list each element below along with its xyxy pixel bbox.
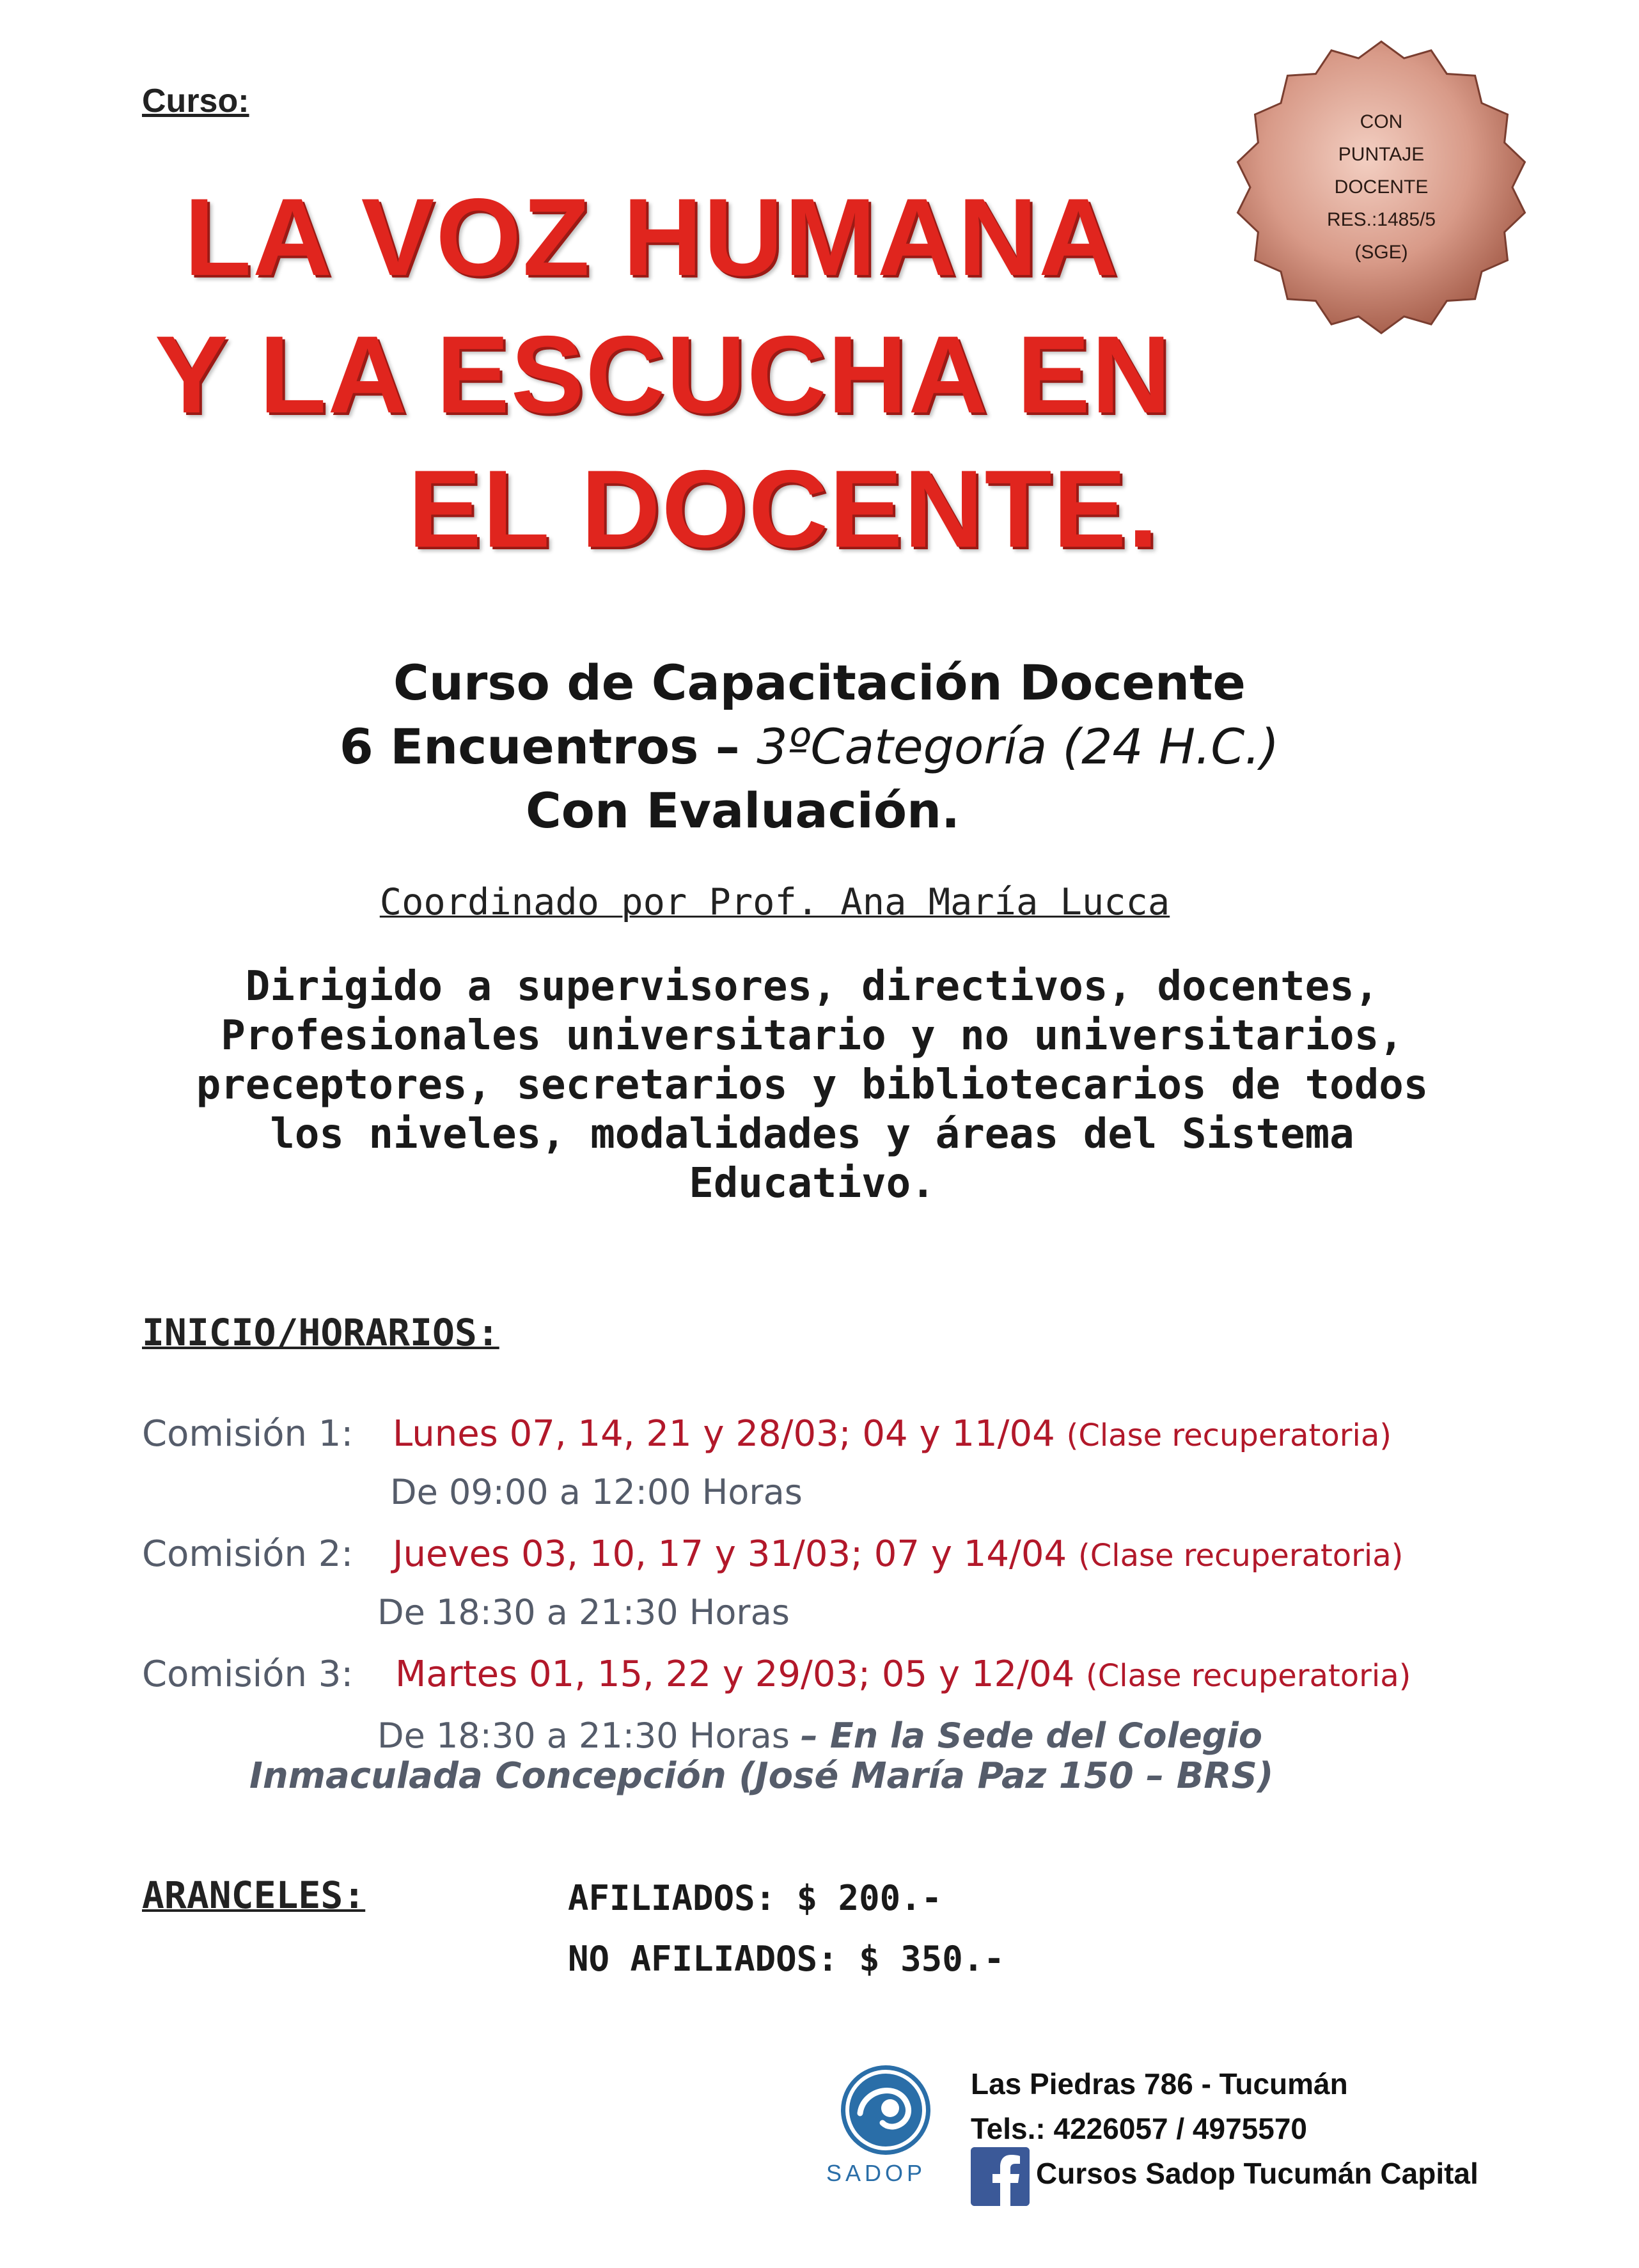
- contact-address: Las Piedras 786 - Tucumán: [971, 2067, 1348, 2100]
- audience-line: preceptores, secretarios y bibliotecarios de todos: [196, 1061, 1429, 1109]
- audience-paragraph: [115, 962, 1509, 1208]
- sadop-wordmark: SADOP: [826, 2160, 927, 2186]
- audience-line: los niveles, modalidades y áreas del Sistema: [270, 1111, 1354, 1158]
- comision-2-time: De 18:30 a 21:30 Horas: [377, 1592, 790, 1632]
- comision-3-hours: De 18:30 a 21:30 Horas: [377, 1716, 790, 1756]
- course-title-line-1: LA VOZ HUMANA: [184, 176, 1120, 299]
- subtitle-line-2: [0, 715, 1629, 779]
- subtitle-encuentros: 6 Encuentros –: [339, 718, 757, 775]
- course-title-line-2: Y LA ESCUCHA EN: [155, 313, 1172, 436]
- comision-3-label: Comisión 3:: [142, 1654, 354, 1695]
- subtitle-line-3: Con Evaluación.: [525, 782, 961, 839]
- comision-2-dates: [393, 1533, 1403, 1575]
- contact-phones: Tels.: 4226057 / 4975570: [971, 2112, 1308, 2145]
- seal-line: PUNTAJE: [1338, 144, 1425, 165]
- course-label: Curso:: [142, 82, 249, 120]
- comision-3-dates: [395, 1654, 1411, 1695]
- fee-afiliados: AFILIADOS: $ 200.-: [568, 1878, 943, 1918]
- comision-3-time: [377, 1716, 1262, 1756]
- fee-no-afiliados: NO AFILIADOS: $ 350.-: [568, 1939, 1005, 1979]
- audience-line: Dirigido a supervisores, directivos, docentes,: [245, 963, 1379, 1010]
- subtitle-categoria: 3ºCategoría (24 H.C.): [757, 718, 1280, 775]
- seal-line: (SGE): [1354, 242, 1408, 263]
- comision-3-sede: Inmaculada Concepción (José María Paz 150 – BRS): [249, 1755, 1274, 1797]
- audience-line: Educativo.: [689, 1160, 936, 1207]
- comision-1-label: Comisión 1:: [142, 1413, 354, 1455]
- comision-3-sede-inline: – En la Sede del Colegio: [801, 1716, 1263, 1756]
- schedule-heading: INICIO/HORARIOS:: [142, 1311, 499, 1354]
- comision-1-recuperatoria: (Clase recuperatoria): [1066, 1418, 1392, 1453]
- coordinator-line: Coordinado por Prof. Ana María Lucca: [379, 881, 1170, 923]
- subtitle-line-1: Curso de Capacitación Docente: [393, 654, 1246, 711]
- course-title-line-3: EL DOCENTE.: [408, 448, 1160, 570]
- fees-heading: ARANCELES:: [142, 1873, 366, 1917]
- comision-3-recuperatoria: (Clase recuperatoria): [1086, 1658, 1411, 1694]
- comision-2-date-list: Jueves 03, 10, 17 y 31/03; 07 y 14/04: [393, 1533, 1067, 1575]
- sadop-logo-icon: [838, 2062, 934, 2158]
- comision-1-dates: [393, 1413, 1392, 1455]
- comision-3-date-list: Martes 01, 15, 22 y 29/03; 05 y 12/04: [395, 1654, 1075, 1695]
- facebook-icon: [971, 2147, 1030, 2206]
- seal-line: DOCENTE: [1334, 176, 1429, 198]
- facebook-page-name: Cursos Sadop Tucumán Capital: [1036, 2157, 1478, 2190]
- seal-line: CON: [1360, 111, 1403, 132]
- comision-2-recuperatoria: (Clase recuperatoria): [1078, 1538, 1404, 1574]
- seal-line: RES.:1485/5: [1326, 209, 1436, 230]
- comision-1-date-list: Lunes 07, 14, 21 y 28/03; 04 y 11/04: [393, 1413, 1055, 1455]
- comision-2-label: Comisión 2:: [142, 1533, 354, 1575]
- comision-1-time: De 09:00 a 12:00 Horas: [390, 1472, 803, 1512]
- audience-line: Profesionales universitario y no universitarios,: [221, 1012, 1404, 1060]
- seal-text: [1231, 106, 1532, 269]
